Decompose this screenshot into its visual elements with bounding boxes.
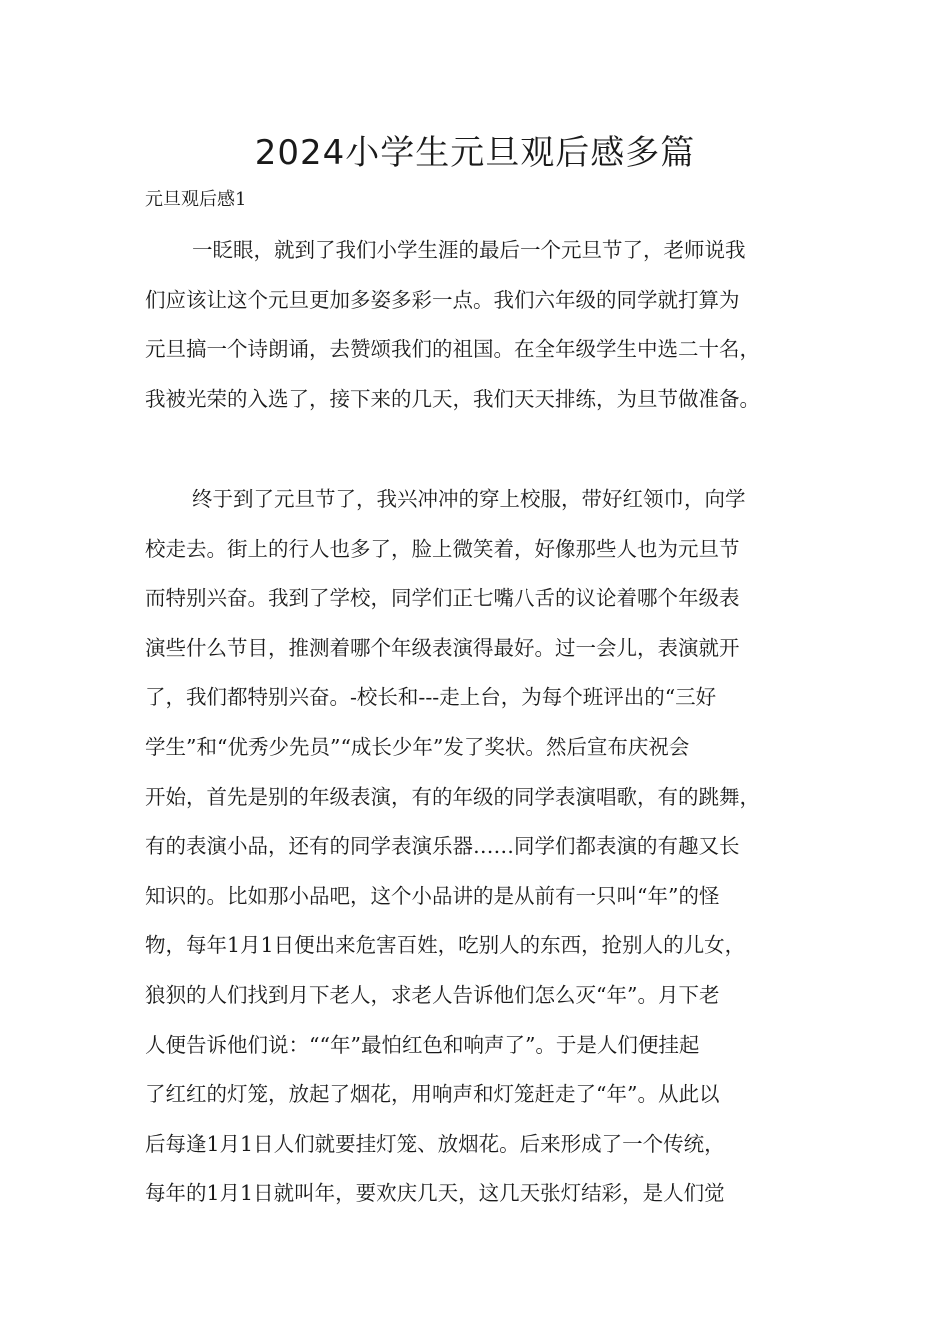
paragraph-line: 元旦搞一个诗朗诵，去赞颂我们的祖国。在全年级学生中选二十名，: [145, 337, 760, 362]
document-title: 2024小学生元旦观后感多篇: [254, 133, 696, 173]
paragraph-line: 校走去。街上的行人也多了，脸上微笑着，好像那些人也为元旦节: [145, 536, 740, 561]
paragraph-line: 终于到了元旦节了，我兴冲冲的穿上校服，带好红领巾，向学: [192, 487, 746, 511]
paragraph-line: 演些什么节目，推测着哪个年级表演得最好。过一会儿，表演就开: [145, 635, 740, 660]
paragraph-line: 狼狈的人们找到月下老人，求老人告诉他们怎么灭“年”。月下老: [145, 982, 720, 1007]
paragraph-line: 们应该让这个元旦更加多姿多彩一点。我们六年级的同学就打算为: [145, 287, 740, 312]
paragraph-line: 知识的。比如那小品吧，这个小品讲的是从前有一只叫“年”的怪: [145, 883, 720, 908]
paragraph-line: 物，每年1月1日便出来危害百姓，吃别人的东西，抢别人的儿女，: [145, 933, 746, 958]
paragraph-line: 我被光荣的入选了，接下来的几天，我们天天排练，为旦节做准备。: [145, 386, 760, 411]
paragraph-line: 一眨眼，就到了我们小学生涯的最后一个元旦节了，老师说我: [192, 238, 746, 262]
paragraph-line: 开始，首先是别的年级表演，有的年级的同学表演唱歌，有的跳舞，: [145, 784, 760, 809]
paragraph-line: 人便告诉他们说：““年”最怕红色和响声了”。于是人们便挂起: [145, 1032, 700, 1057]
paragraph-line: 每年的1月1日就叫年，要欢庆几天，这几天张灯结彩，是人们觉: [145, 1181, 725, 1206]
paragraph: [145, 226, 835, 424]
paragraph-line: 了，我们都特别兴奋。-校长和---走上台，为每个班评出的“三好: [145, 685, 717, 710]
paragraph-line: 学生”和“优秀少先员”“成长少年”发了奖状。然后宣布庆祝会: [145, 734, 690, 759]
section-heading: 元旦观后感1: [145, 189, 247, 210]
paragraph-line: 有的表演小品，还有的同学表演乐器……同学们都表演的有趣又长: [145, 834, 740, 859]
paragraph: [145, 475, 835, 1219]
paragraph-line: 了红红的灯笼，放起了烟花，用响声和灯笼赶走了“年”。从此以: [145, 1082, 720, 1107]
paragraph-line: 而特别兴奋。我到了学校，同学们正七嘴八舌的议论着哪个年级表: [145, 586, 740, 611]
paragraph-line: 后每逢1月1日人们就要挂灯笼、放烟花。后来形成了一个传统，: [145, 1131, 725, 1156]
